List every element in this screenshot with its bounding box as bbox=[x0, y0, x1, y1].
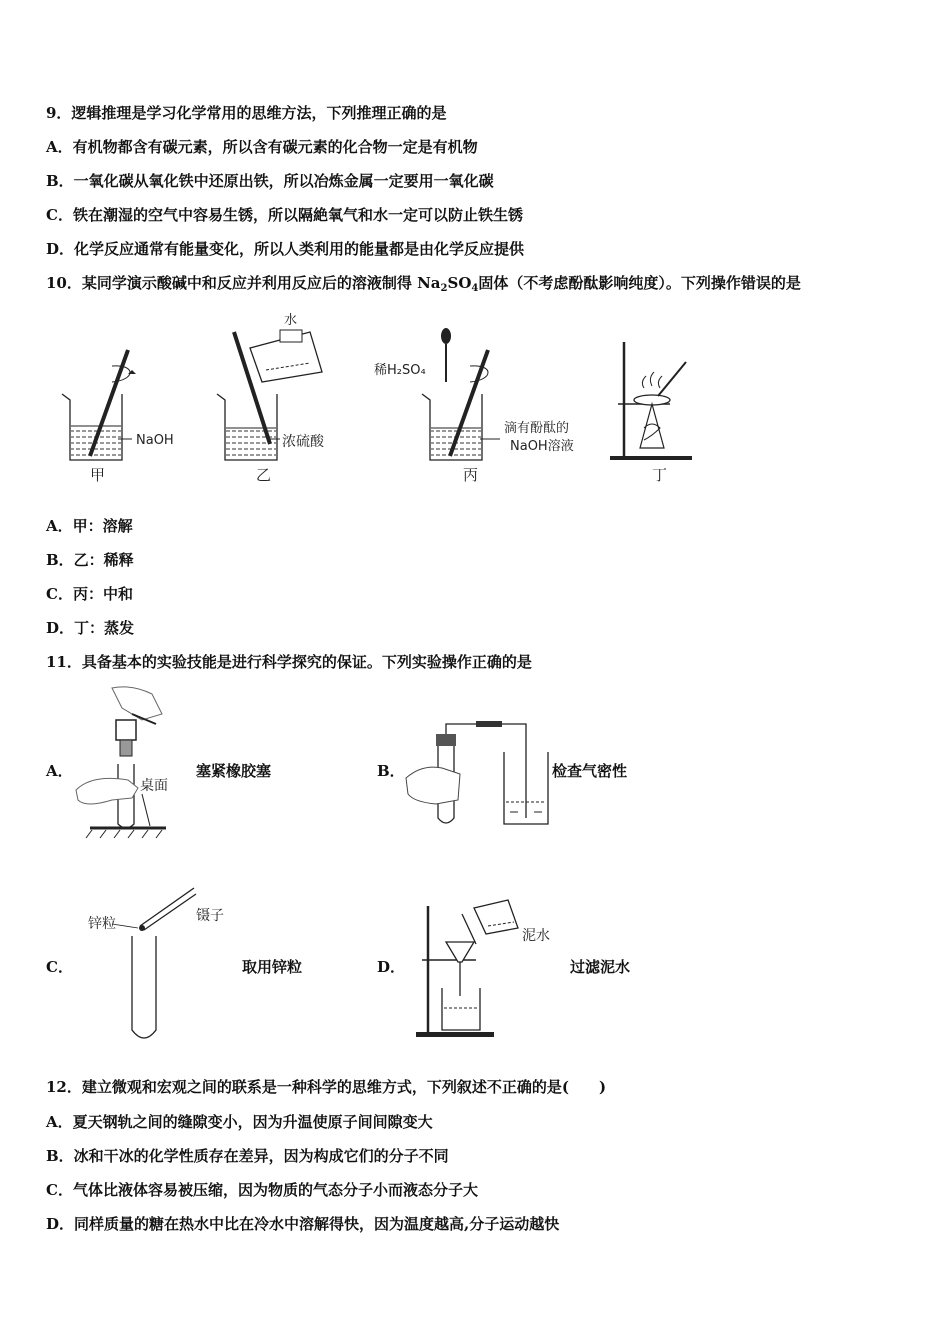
beaker-bing-figure bbox=[374, 328, 574, 484]
q9-stem: 9．逻辑推理是学习化学常用的思维方法，下列推理正确的是 bbox=[46, 104, 447, 122]
q11-d-desc: 过滤泥水 bbox=[570, 958, 631, 976]
jia-label: 甲 bbox=[90, 466, 106, 484]
q12-option-a: A．夏天钢轨之间的缝隙变小，因为升温使原子间间隙变大 bbox=[46, 1113, 433, 1131]
evaporation-ding-figure bbox=[610, 342, 692, 484]
bing-reagent-line1: 滴有酚酞的 bbox=[504, 421, 570, 436]
q12-option-c: C．气体比液体容易被压缩，因为物质的气态分子小而液态分子大 bbox=[46, 1181, 478, 1199]
q11-d-fig-text: 泥水 bbox=[522, 928, 550, 944]
yi-label: 乙 bbox=[256, 466, 272, 484]
q9-option-b: B．一氧化碳从氧化铁中还原出铁，所以冶炼金属一定要用一氧化碳 bbox=[46, 172, 494, 190]
q11-a-fig-text: 桌面 bbox=[140, 778, 168, 794]
yi-reagent-label: 浓硫酸 bbox=[282, 434, 324, 450]
q9-option-a: A．有机物都含有碳元素，所以含有碳元素的化合物一定是有机物 bbox=[46, 138, 478, 156]
q12-option-b: B．冰和干冰的化学性质存在差异，因为构成它们的分子不同 bbox=[46, 1147, 449, 1165]
q11-c-desc: 取用锌粒 bbox=[242, 958, 303, 976]
beaker-yi-figure bbox=[217, 312, 325, 484]
jia-reagent-label: NaOH bbox=[136, 433, 174, 448]
yi-water-label: 水 bbox=[284, 313, 298, 328]
q11-c-letter: C． bbox=[46, 958, 73, 976]
q11-stem: 11．具备基本的实验技能是进行科学探究的保证。下列实验操作正确的是 bbox=[46, 653, 532, 671]
q11-a-figure bbox=[72, 684, 182, 844]
ding-label: 丁 bbox=[652, 466, 668, 484]
q9-option-c: C．铁在潮湿的空气中容易生锈，所以隔絶氧气和水一定可以防止铁生锈 bbox=[46, 206, 523, 224]
q10-option-b: B．乙：稀释 bbox=[46, 551, 134, 569]
bing-reagent-line2: NaOH溶液 bbox=[510, 439, 574, 454]
q11-a-desc: 塞紧橡胶塞 bbox=[196, 762, 272, 780]
bing-label: 丙 bbox=[463, 466, 479, 484]
q12-stem: 12．建立微观和宏观之间的联系是一种科学的思维方式，下列叙述不正确的是( ) bbox=[46, 1078, 607, 1096]
q9-option-d: D．化学反应通常有能量变化，所以人类利用的能量都是由化学反应提供 bbox=[46, 240, 525, 258]
q10-figure bbox=[40, 308, 720, 488]
q11-a-letter: A． bbox=[46, 762, 73, 780]
q11-b-letter: B． bbox=[377, 762, 405, 780]
bing-acid-label: 稀H₂SO₄ bbox=[374, 363, 426, 378]
beaker-jia-figure bbox=[62, 350, 174, 484]
q10-option-c: C．丙：中和 bbox=[46, 585, 133, 603]
q11-d-figure bbox=[412, 892, 562, 1044]
q12-option-d: D．同样质量的糖在热水中比在冷水中溶解得快，因为温度越高,分子运动越快 bbox=[46, 1215, 560, 1233]
q11-c-fig-text2: 镊子 bbox=[196, 908, 224, 924]
q11-c-fig-text1: 锌粒 bbox=[88, 916, 116, 932]
q10-option-a: A．甲：溶解 bbox=[46, 517, 133, 535]
q10-stem: 10．某同学演示酸碱中和反应并利用反应后的溶液制得 $Na_2SO_4$固体（不考虑酚酞影响纯度）。下列操作错误的是 bbox=[46, 274, 801, 294]
q11-b-figure bbox=[402, 718, 552, 830]
q11-c-figure bbox=[84, 880, 244, 1044]
q11-b-desc: 检查气密性 bbox=[552, 762, 628, 780]
q10-option-d: D．丁：蒸发 bbox=[46, 619, 135, 637]
q11-d-letter: D． bbox=[377, 958, 406, 976]
